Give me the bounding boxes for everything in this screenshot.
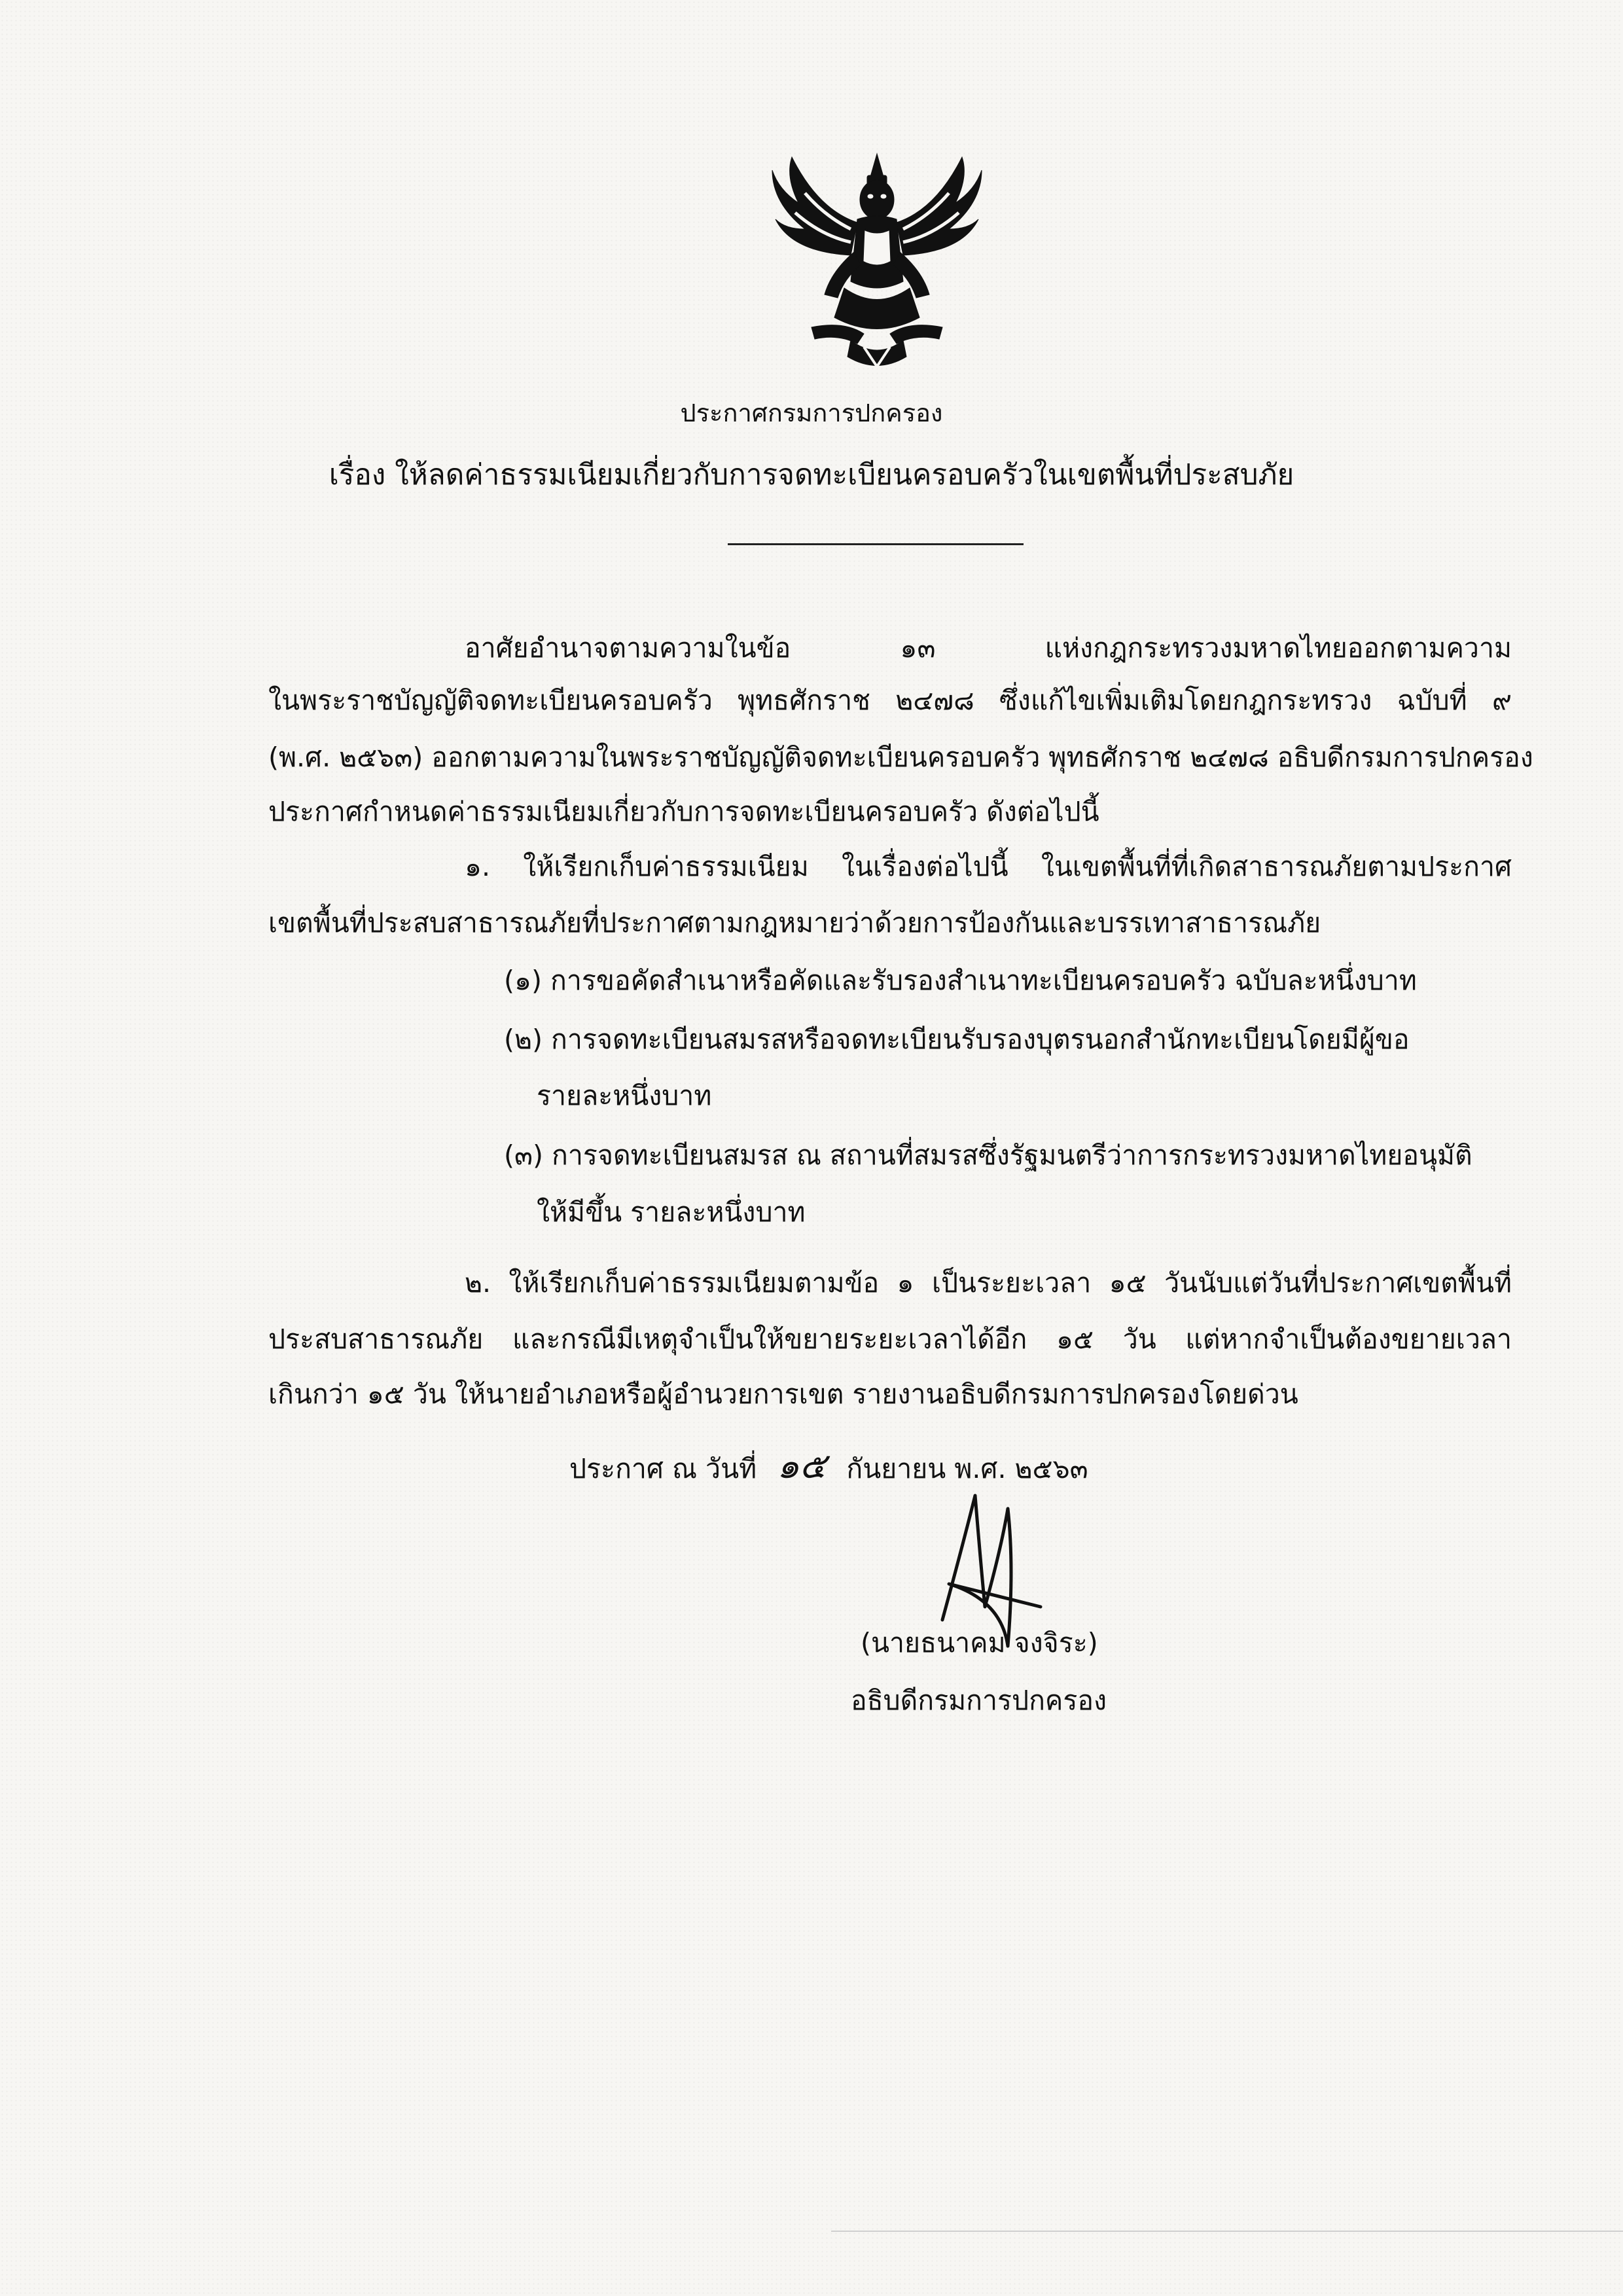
intro-line-4: ประกาศกำหนดค่าธรรมเนียมเกี่ยวกับการจดทะเบียนครอบครัว ดังต่อไปนี้ (268, 796, 1099, 827)
item-2-line-2: รายละหนึ่งบาท (537, 1080, 712, 1111)
signer-name: (นายธนาคม จงจิระ) (861, 1627, 1098, 1659)
intro-line-1: อาศัยอำนาจตามความในข้อ ๑๓ แห่งกฎกระทรวงมหาดไทยออกตามความ (465, 632, 1512, 664)
clause-1-line-1: ๑. ให้เรียกเก็บค่าธรรมเนียม ในเรื่องต่อไปนี้ ในเขตพื้นที่ที่เกิดสาธารณภัยตามประกาศ (465, 851, 1512, 882)
clause-2-line-2: ประสบสาธารณภัย และกรณีมีเหตุจำเป็นให้ขยายระยะเวลาได้อีก ๑๕ วัน แต่หากจำเป็นต้องขยายเวลา (268, 1323, 1512, 1355)
signer-title: อธิบดีกรมการปกครอง (851, 1685, 1107, 1716)
intro-line-2: ในพระราชบัญญัติจดทะเบียนครอบครัว พุทธศักราช ๒๔๗๘ ซึ่งแก้ไขเพิ่มเติมโดยกฎกระทรวง ฉบับที่ ๙ (268, 685, 1512, 716)
clause-2-line-3: เกินกว่า ๑๕ วัน ให้นายอำเภอหรือผู้อำนวยการเขต รายงานอธิบดีกรมการปกครองโดยด่วน (268, 1378, 1298, 1410)
title-divider (728, 543, 1024, 545)
handwritten-day: ๑๕ (777, 1445, 827, 1486)
garuda-emblem-icon (766, 131, 988, 376)
clause-1-line-2: เขตพื้นที่ประสบสาธารณภัยที่ประกาศตามกฎหมายว่าด้วยการป้องกันและบรรเทาสาธารณภัย (268, 907, 1321, 939)
item-1: (๑) การขอคัดสำเนาหรือคัดและรับรองสำเนาทะเบียนครอบครัว ฉบับละหนึ่งบาท (504, 965, 1417, 996)
announcement-subject: เรื่อง ให้ลดค่าธรรมเนียมเกี่ยวกับการจดทะเบียนครอบครัวในเขตพื้นที่ประสบภัย (329, 458, 1294, 492)
month-year: กันยายน พ.ศ. ๒๕๖๓ (846, 1453, 1088, 1484)
intro-line-3: (พ.ศ. ๒๕๖๓) ออกตามความในพระราชบัญญัติจดทะเบียนครอบครัว พุทธศักราช ๒๔๗๘ อธิบดีกรมการปกครอง (268, 742, 1533, 773)
clause-2-line-1: ๒. ให้เรียกเก็บค่าธรรมเนียมตามข้อ ๑ เป็นระยะเวลา ๑๕ วันนับแต่วันที่ประกาศเขตพื้นที่ (465, 1267, 1512, 1299)
item-2-line-1: (๒) การจดทะเบียนสมรสหรือจดทะเบียนรับรองบุตรนอกสำนักทะเบียนโดยมีผู้ขอ (504, 1024, 1410, 1055)
agency-title: ประกาศกรมการปกครอง (680, 399, 943, 427)
item-3-line-2: ให้มีขึ้น รายละหนึ่งบาท (537, 1196, 806, 1228)
item-3-line-1: (๓) การจดทะเบียนสมรส ณ สถานที่สมรสซึ่งรัฐมนตรีว่าการกระทรวงมหาดไทยอนุมัติ (504, 1139, 1472, 1171)
announced-at-label: ประกาศ ณ วันที่ (569, 1453, 757, 1484)
scan-edge-line (831, 2231, 1623, 2232)
